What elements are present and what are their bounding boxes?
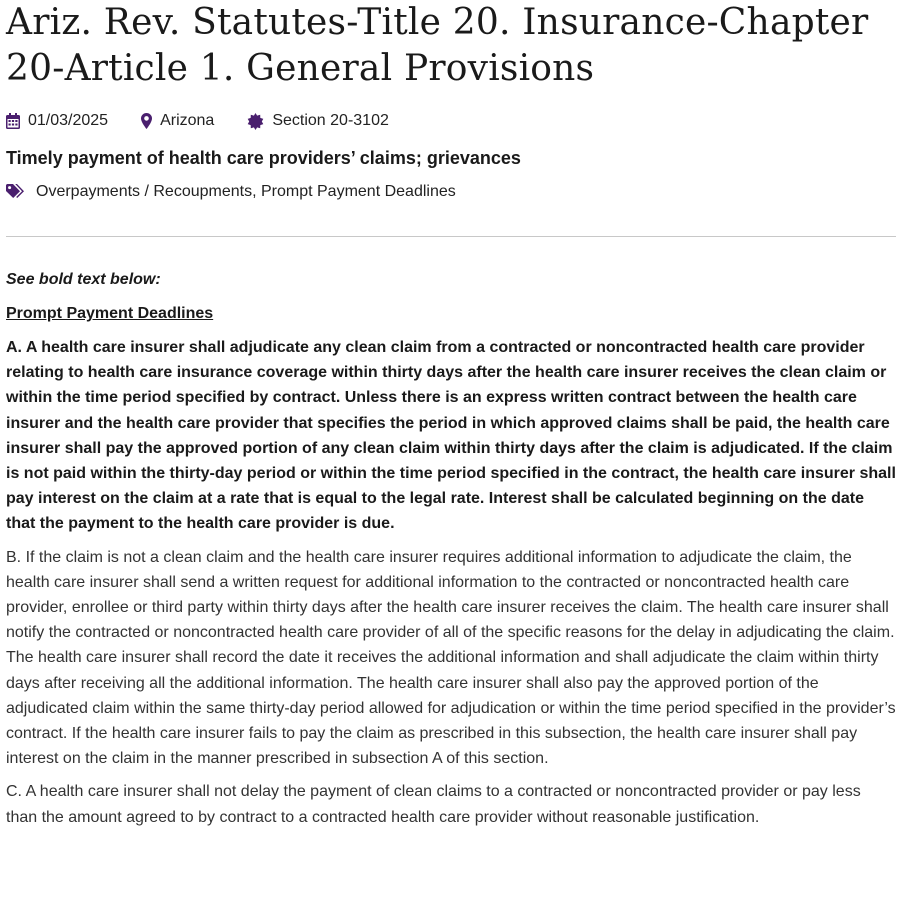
meta-row bbox=[6, 110, 896, 132]
paragraph-b: B. If the claim is not a clean claim and the health care insurer requires additional information to adjudicate the claim, the health care insurer shall send a written request for additional information to the contracted or noncontracted health care provider, enrollee or third party within thirty days after the health care insurer receives the claim. The health care insurer shall notify the contracted or noncontracted health care provider of all of the specific reasons for the delay in adjudicating the claim. The health care insurer shall record the date it receives the additional information and shall adjudicate the claim within thirty days after receiving all the additional information. The health care insurer shall also pay the approved portion of the adjudicated claim within the same thirty-day period allowed for adjudication or within the time period specified in the provider’s contract. If the health care insurer fails to pay the claim as prescribed in this subsection, the health care insurer shall pay interest on the claim in the manner prescribed in subsection A of this section. bbox=[6, 548, 896, 768]
intro-note: See bold text below: bbox=[6, 271, 161, 288]
meta-section bbox=[247, 112, 389, 130]
prompt-payment-heading: Prompt Payment Deadlines bbox=[6, 305, 214, 322]
article-page bbox=[6, 0, 896, 830]
divider bbox=[6, 236, 896, 237]
meta-date-text: 01/03/2025 bbox=[28, 112, 109, 129]
meta-location bbox=[141, 112, 214, 130]
certificate-badge-icon bbox=[247, 113, 272, 130]
calendar-icon bbox=[6, 113, 28, 129]
page-title: Ariz. Rev. Statutes-Title 20. Insurance-Chapter 20-Article 1. General Provisions bbox=[6, 2, 869, 89]
map-pin-icon bbox=[141, 113, 160, 129]
tags-text[interactable]: Overpayments / Recoupments, Prompt Payment Deadlines bbox=[36, 183, 456, 200]
tags-row bbox=[6, 181, 896, 203]
tags-icon bbox=[6, 184, 36, 200]
meta-section-text: Section 20-3102 bbox=[272, 112, 389, 129]
section-subtitle: Timely payment of health care providers’ claims; grievances bbox=[6, 148, 521, 168]
meta-location-text: Arizona bbox=[160, 112, 215, 129]
meta-date bbox=[6, 112, 108, 130]
paragraph-c: C. A health care insurer shall not delay the payment of clean claims to a contracted or noncontracted provider or pay less than the amount agreed to by contract to a contracted health care provider without reasonable justification. bbox=[6, 783, 861, 826]
paragraph-a: A. A health care insurer shall adjudicate any clean claim from a contracted or noncontracted health care provider relating to health care insurance coverage within thirty days after the health care insurer receives the clean claim or within the time period specified by contract. Unless there is an express written contract between the health care insurer and the health care provider that specifies the period in which approved claims shall be paid, the health care insurer shall pay the approved portion of any clean claim within thirty days after the claim is adjudicated. If the claim is not paid within the thirty-day period or within the time period specified in the contract, the health care insurer shall pay interest on the claim at a rate that is equal to the legal rate. Interest shall be calculated beginning on the date that the payment to the health care provider is due. bbox=[6, 339, 896, 533]
